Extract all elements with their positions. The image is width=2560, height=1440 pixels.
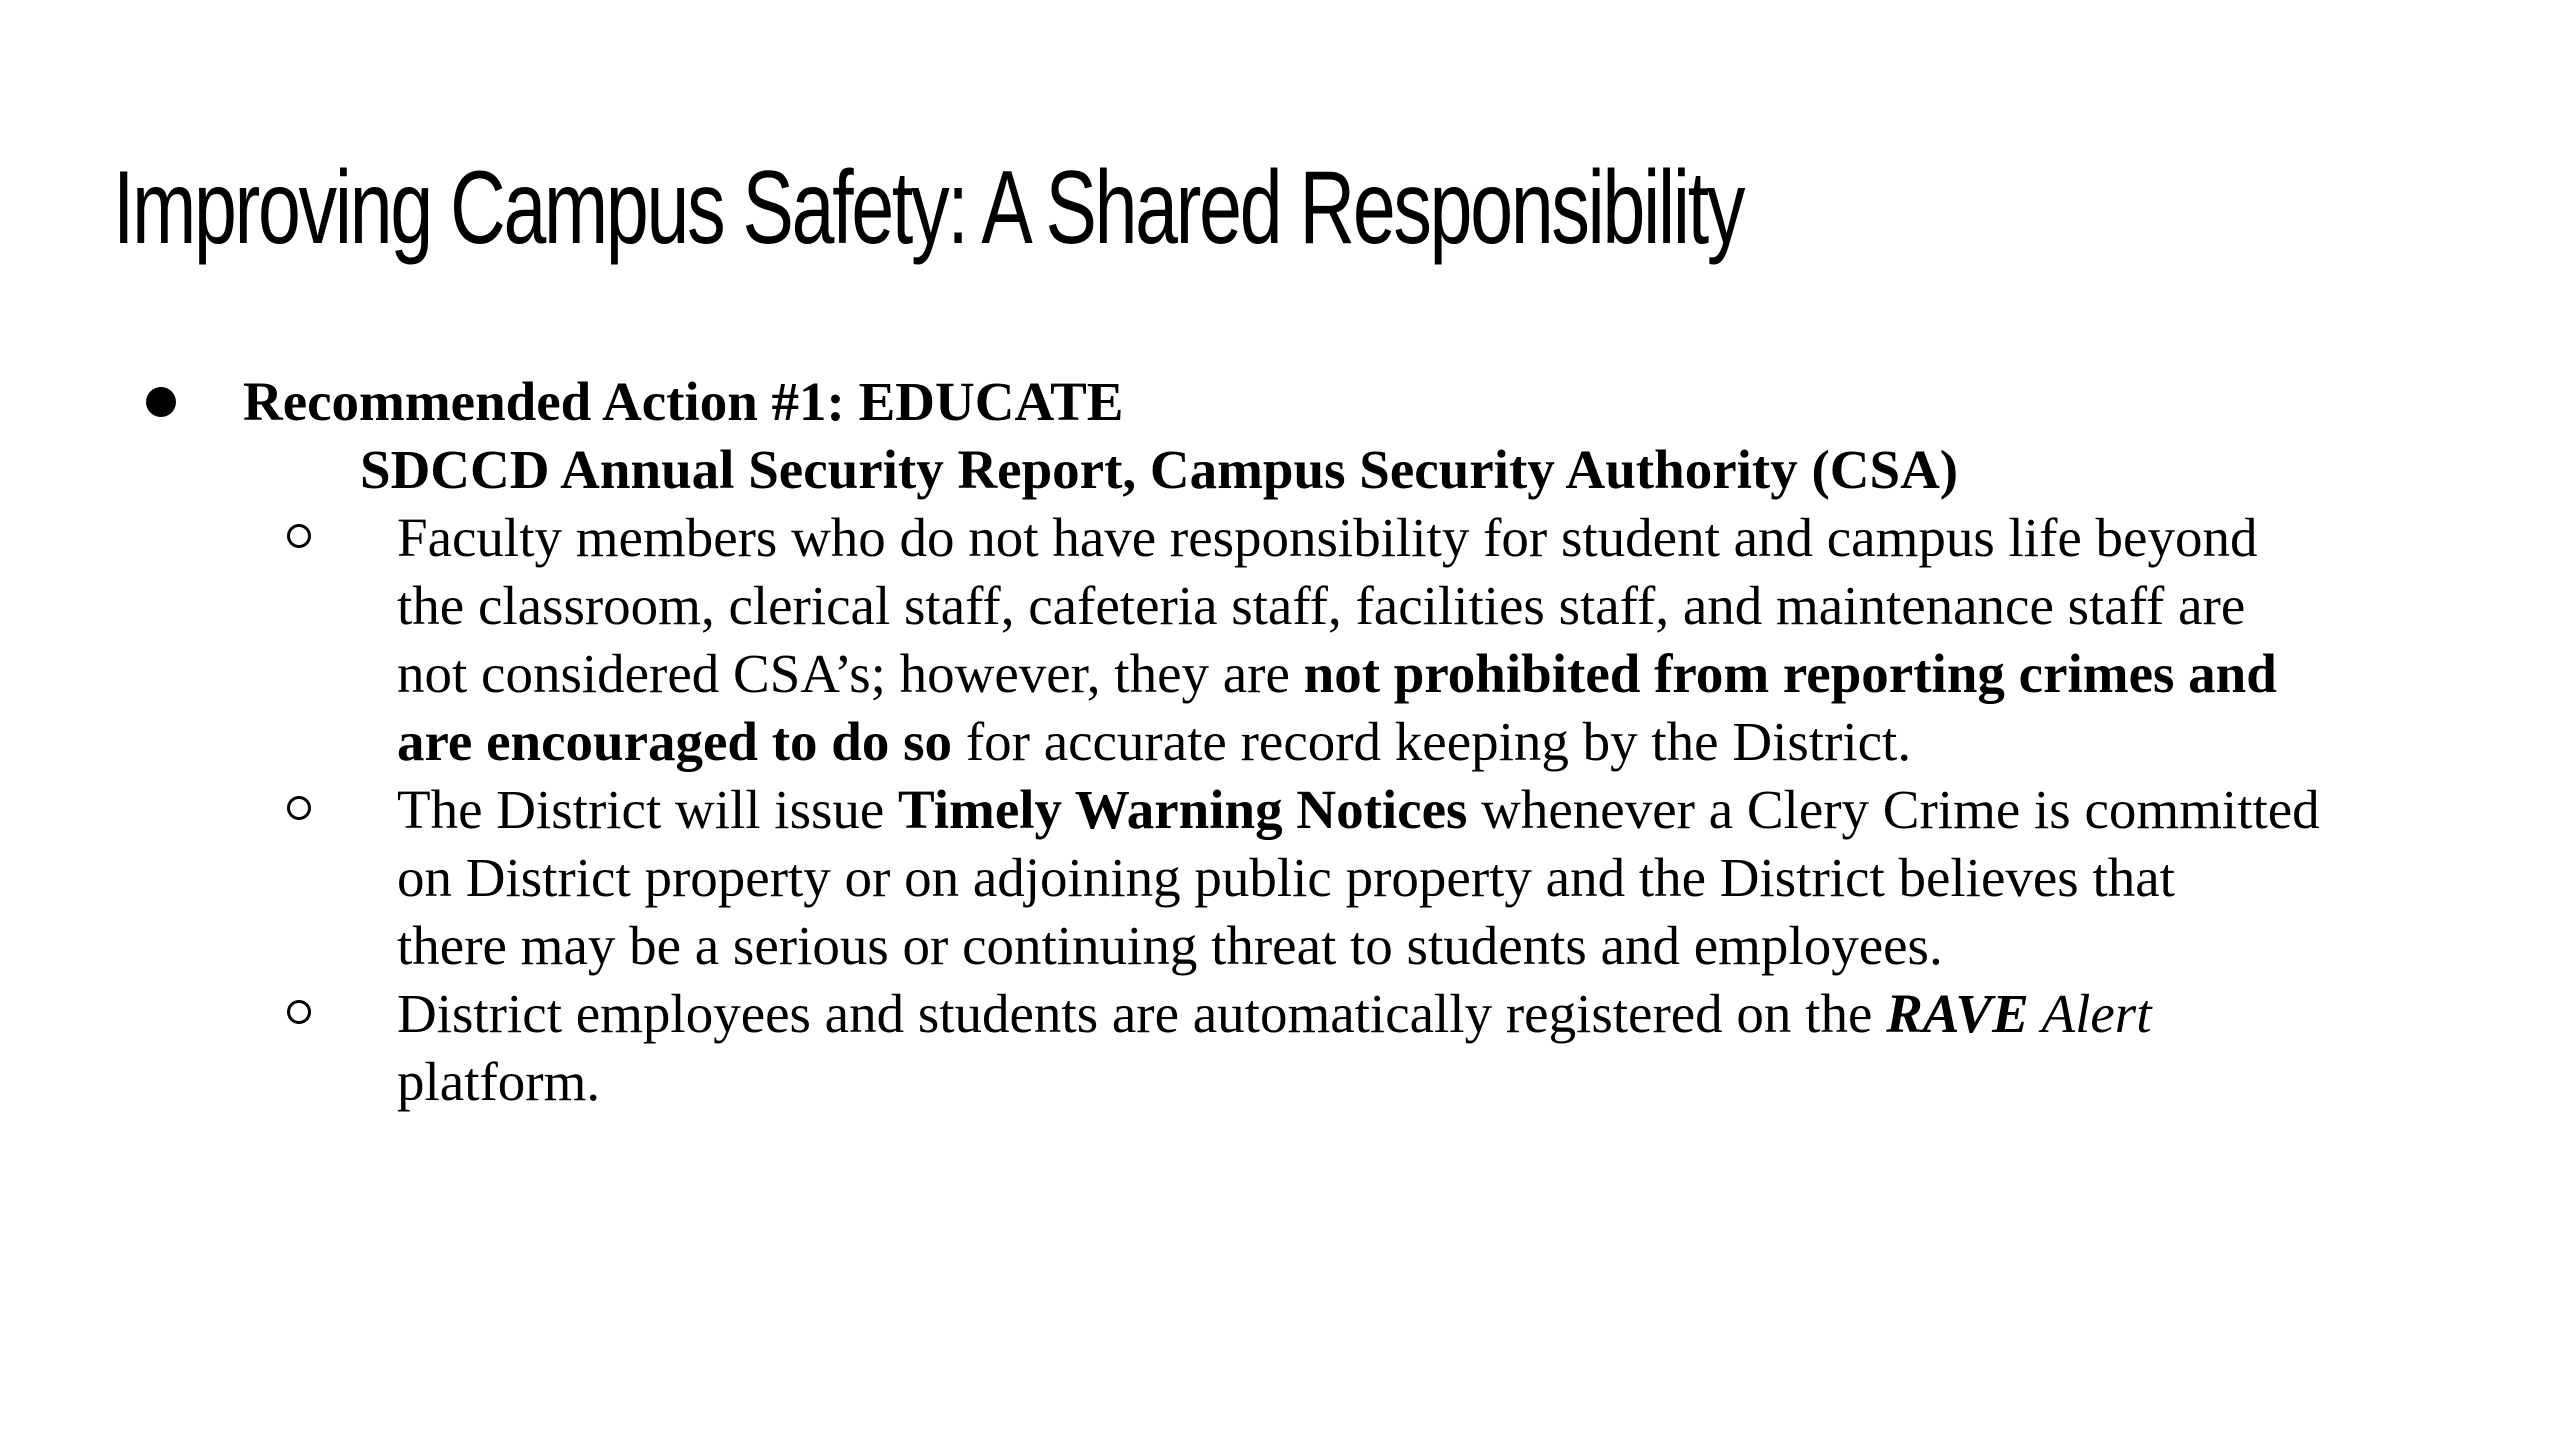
sub-bullet-line <box>397 1048 600 1116</box>
hollow-bullet-icon <box>287 796 311 820</box>
text-segment: Faculty members who do not have responsibility for student and campus life beyond <box>397 507 2258 568</box>
sub-bullet-line <box>397 504 2257 572</box>
slide-title: Improving Campus Safety: A Shared Responsibility <box>113 150 1744 266</box>
sub-bullet-line <box>397 708 1911 776</box>
text-segment: District employees and students are automatically registered on the <box>397 983 1887 1044</box>
sub-bullet-line <box>397 912 1943 980</box>
sub-bullet-line <box>397 844 2175 912</box>
sub-bullet-line <box>397 980 2152 1048</box>
text-segment: whenever a Clery Crime is committed <box>1467 779 2320 840</box>
filled-bullet-icon <box>146 387 176 417</box>
text-segment: The District will issue <box>397 779 899 840</box>
hollow-bullet-icon <box>287 1000 311 1024</box>
text-segment: for accurate record keeping by the District. <box>952 711 1912 772</box>
text-segment: the classroom, clerical staff, cafeteria staff, facilities staff, and maintenance staff are <box>397 575 2246 636</box>
text-segment: not prohibited from reporting crimes and <box>1303 643 2277 704</box>
text-segment: Timely Warning Notices <box>898 779 1468 840</box>
text-segment: on District property or on adjoining public property and the District believes that <box>397 847 2175 908</box>
main-bullet-label: Recommended Action #1: EDUCATE <box>243 371 1124 432</box>
main-bullet-subheading: SDCCD Annual Security Report, Campus Security Authority (CSA) <box>360 439 1959 500</box>
hollow-bullet-icon <box>287 524 311 548</box>
text-segment: Alert <box>2028 983 2152 1044</box>
sub-bullet-line <box>397 572 2245 640</box>
text-segment: platform. <box>397 1051 601 1112</box>
sub-bullet-line <box>397 776 2320 844</box>
text-segment: there may be a serious or continuing threat to students and employees. <box>397 915 1943 976</box>
text-segment: are encouraged to do so <box>397 711 953 772</box>
text-segment: RAVE <box>1886 983 2029 1044</box>
text-segment: not considered CSA’s; however, they are <box>397 643 1304 704</box>
sub-bullet-line <box>397 640 2277 708</box>
